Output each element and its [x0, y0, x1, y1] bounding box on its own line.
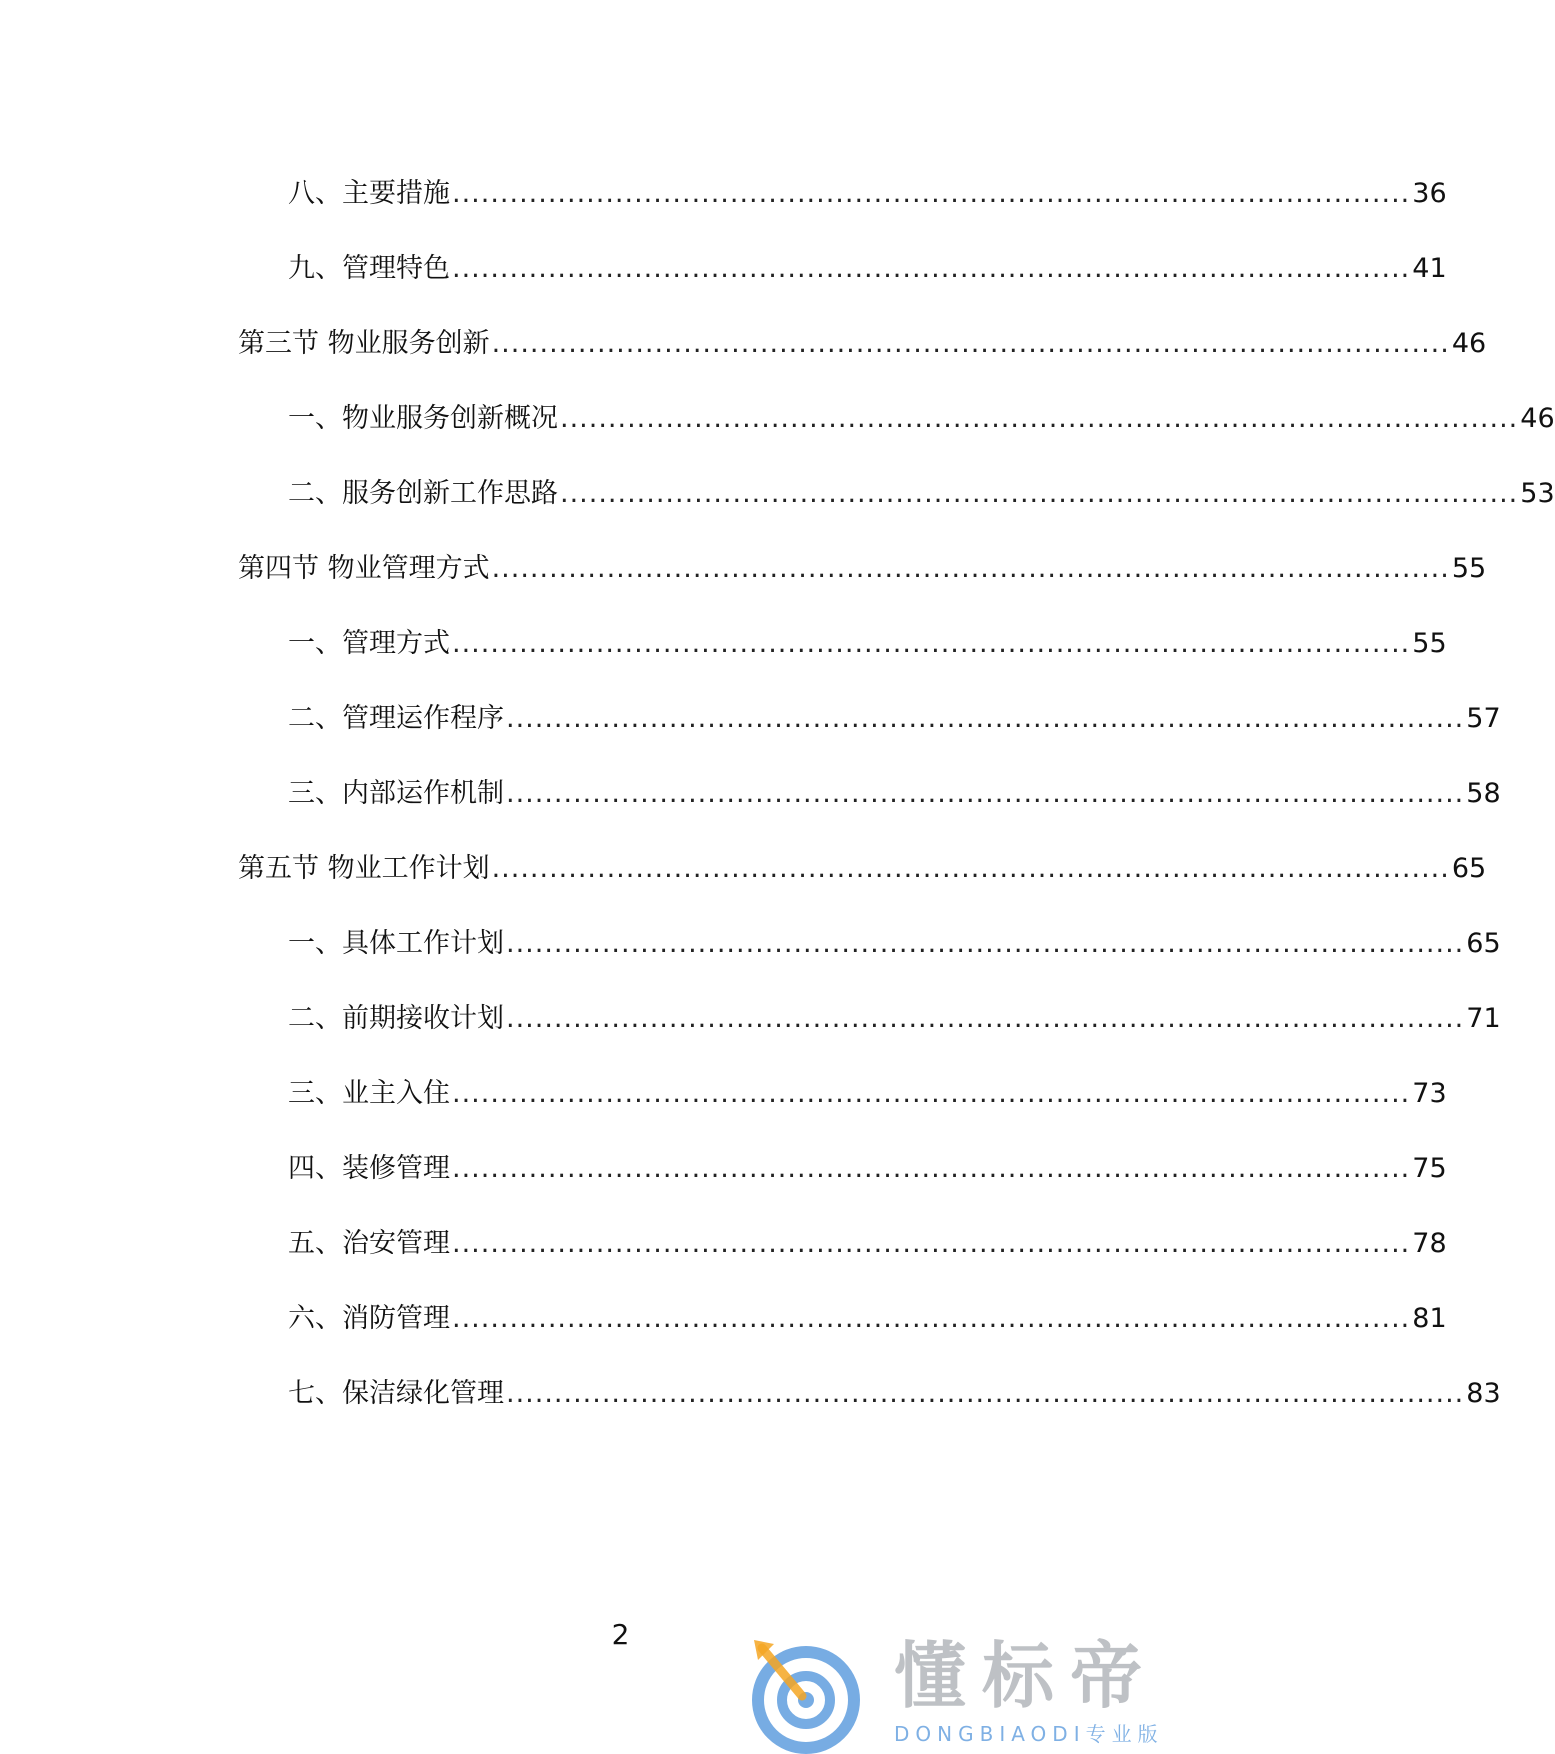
- toc-entry-page: 53: [1520, 478, 1555, 509]
- toc-entry[interactable]: [288, 1299, 1447, 1339]
- toc-dot-leader: ....................................................................................................: [452, 178, 1411, 209]
- toc-entry-label: 第四节 物业管理方式: [238, 553, 490, 584]
- toc-entry-label: 二、服务创新工作思路: [288, 478, 558, 509]
- toc-entry[interactable]: [238, 549, 1487, 589]
- page-number: 2: [611, 1618, 630, 1651]
- toc-entry-page: 57: [1466, 703, 1501, 734]
- toc-entry-page: 71: [1466, 1003, 1501, 1034]
- watermark-subtitle: DONGBIAODI专业版: [894, 1722, 1164, 1746]
- toc-entry-label: 第三节 物业服务创新: [238, 328, 490, 359]
- toc-entry-page: 58: [1466, 778, 1501, 809]
- toc-entry[interactable]: [288, 1224, 1447, 1264]
- toc-entry[interactable]: [288, 174, 1447, 214]
- toc-entry[interactable]: [288, 399, 1555, 439]
- toc-entry-page: 46: [1451, 328, 1487, 359]
- toc-entry-page: 36: [1412, 178, 1447, 209]
- watermark-brand: 懂标帝: [894, 1634, 1159, 1718]
- toc-entry-label: 七、保洁绿化管理: [288, 1378, 504, 1409]
- watermark: [744, 1630, 1224, 1754]
- toc-entry-label: 二、前期接收计划: [288, 1003, 504, 1034]
- toc-entry-page: 65: [1466, 928, 1501, 959]
- toc-entry[interactable]: [288, 774, 1501, 814]
- toc-entry[interactable]: [288, 249, 1447, 289]
- toc-entry-label: 第五节 物业工作计划: [238, 853, 490, 884]
- toc-entry-page: 75: [1412, 1153, 1447, 1184]
- toc-entry-page: 78: [1412, 1228, 1447, 1259]
- toc-dot-leader: ....................................................................................................: [452, 1228, 1411, 1259]
- toc-entry-label: 一、管理方式: [288, 628, 450, 659]
- toc-entry[interactable]: [288, 1374, 1501, 1414]
- toc-entry-page: 41: [1412, 253, 1447, 284]
- toc-entry-label: 三、业主入住: [288, 1078, 450, 1109]
- toc-entry-label: 五、治安管理: [288, 1228, 450, 1259]
- toc-dot-leader: ....................................................................................................: [560, 478, 1519, 509]
- toc-entry-label: 六、消防管理: [288, 1303, 450, 1334]
- toc-entry[interactable]: [288, 699, 1501, 739]
- toc-entry[interactable]: [238, 849, 1487, 889]
- toc-dot-leader: ....................................................................................................: [452, 1153, 1411, 1184]
- toc-dot-leader: ....................................................................................................: [452, 1078, 1411, 1109]
- toc-dot-leader: ....................................................................................................: [506, 1378, 1465, 1409]
- toc-entry-page: 81: [1412, 1303, 1447, 1334]
- toc-entry[interactable]: [238, 324, 1487, 364]
- toc-entry-label: 八、主要措施: [288, 178, 450, 209]
- toc-entry[interactable]: [288, 1149, 1447, 1189]
- toc-entry[interactable]: [288, 999, 1501, 1039]
- toc-entry-page: 55: [1451, 553, 1487, 584]
- toc-entry-label: 一、物业服务创新概况: [288, 403, 558, 434]
- toc-dot-leader: ....................................................................................................: [491, 328, 1450, 359]
- toc-entry-page: 73: [1412, 1078, 1447, 1109]
- toc-entry-label: 四、装修管理: [288, 1153, 450, 1184]
- toc-entry-page: 55: [1412, 628, 1447, 659]
- toc-entry-label: 二、管理运作程序: [288, 703, 504, 734]
- toc-dot-leader: ....................................................................................................: [452, 628, 1411, 659]
- toc-dot-leader: ....................................................................................................: [560, 403, 1519, 434]
- toc-dot-leader: ....................................................................................................: [506, 1003, 1465, 1034]
- toc-entry-page: 65: [1451, 853, 1487, 884]
- toc-dot-leader: ....................................................................................................: [506, 703, 1465, 734]
- toc-entry[interactable]: [288, 924, 1501, 964]
- toc-entry[interactable]: [288, 474, 1555, 514]
- toc-dot-leader: ....................................................................................................: [491, 853, 1450, 884]
- toc-entry-label: 一、具体工作计划: [288, 928, 504, 959]
- toc-entry[interactable]: [288, 624, 1447, 664]
- toc-entry-page: 83: [1466, 1378, 1501, 1409]
- toc-entry-label: 三、内部运作机制: [288, 778, 504, 809]
- toc-entry[interactable]: [288, 1074, 1447, 1114]
- toc-dot-leader: ....................................................................................................: [452, 1303, 1411, 1334]
- toc-entry-label: 九、管理特色: [288, 253, 450, 284]
- toc-entry-page: 46: [1520, 403, 1555, 434]
- toc-dot-leader: ....................................................................................................: [452, 253, 1411, 284]
- toc-dot-leader: ....................................................................................................: [491, 553, 1450, 584]
- toc-dot-leader: ....................................................................................................: [506, 778, 1465, 809]
- toc-dot-leader: ....................................................................................................: [506, 928, 1465, 959]
- target-arrow-icon: [744, 1634, 864, 1754]
